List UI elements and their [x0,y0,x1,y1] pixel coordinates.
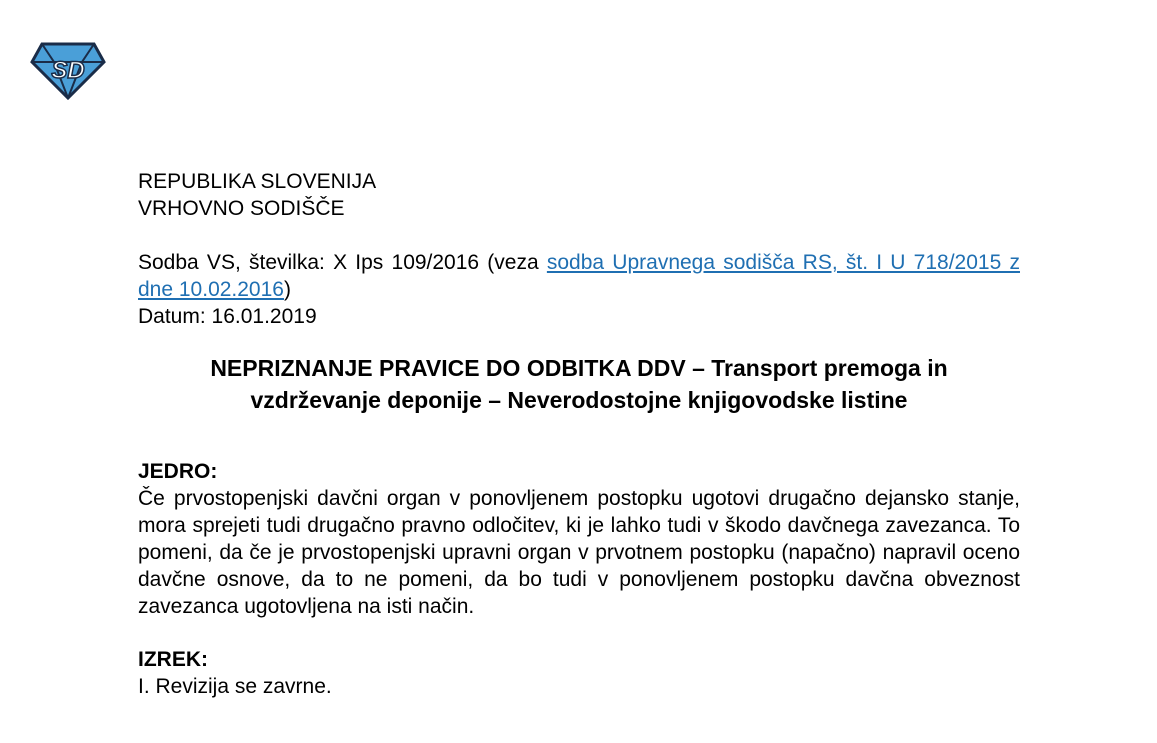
sd-shield-logo-icon [30,40,106,100]
jedro-heading: JEDRO: [138,460,218,483]
sd-shield-logo [30,40,106,100]
header-court: VRHOVNO SODIŠČE [138,197,345,220]
izrek-item-1: I. Revizija se zavrne. [138,675,332,698]
svg-text:SD: SD [51,57,85,84]
case-date: Datum: 16.01.2019 [138,305,317,328]
case-reference-suffix: ) [283,278,291,301]
jedro-text: Če prvostopenjski davčni organ v ponovljenem postopku ugotovi drugačno dejansko stanje, mora sprejeti tudi drugačno pravno odločitev, ki je lahko tudi v škodo davčnega zavezanca. To pomeni, da če je prvostopenjski upravni organ v prvotnem postopku (napačno) napravil oceno davčne osnove, da to ne pomeni, da bo tudi v ponovljenem postopku davčna obveznost zavezanca ugotovljena na isti način. [138,487,1020,618]
title-line-1: NEPRIZNANJE PRAVICE DO ODBITKA DDV – Transport premoga in [210,355,948,381]
document-body [138,168,1020,700]
header-republic: REPUBLIKA SLOVENIJA [138,170,377,193]
izrek-heading: IZREK: [138,648,208,671]
lower-court-ruling-link[interactable]: sodba Upravnega sodišča RS, št. I U 718/2015 z dne 10.02.2016 [138,251,1020,301]
title-line-2: vzdrževanje deponije – Neverodostojne knjigovodske listine [250,387,908,413]
case-reference-prefix: Sodba VS, številka: X Ips 109/2016 (veza [138,251,547,274]
document-title [138,352,1020,416]
case-reference [138,249,1020,303]
